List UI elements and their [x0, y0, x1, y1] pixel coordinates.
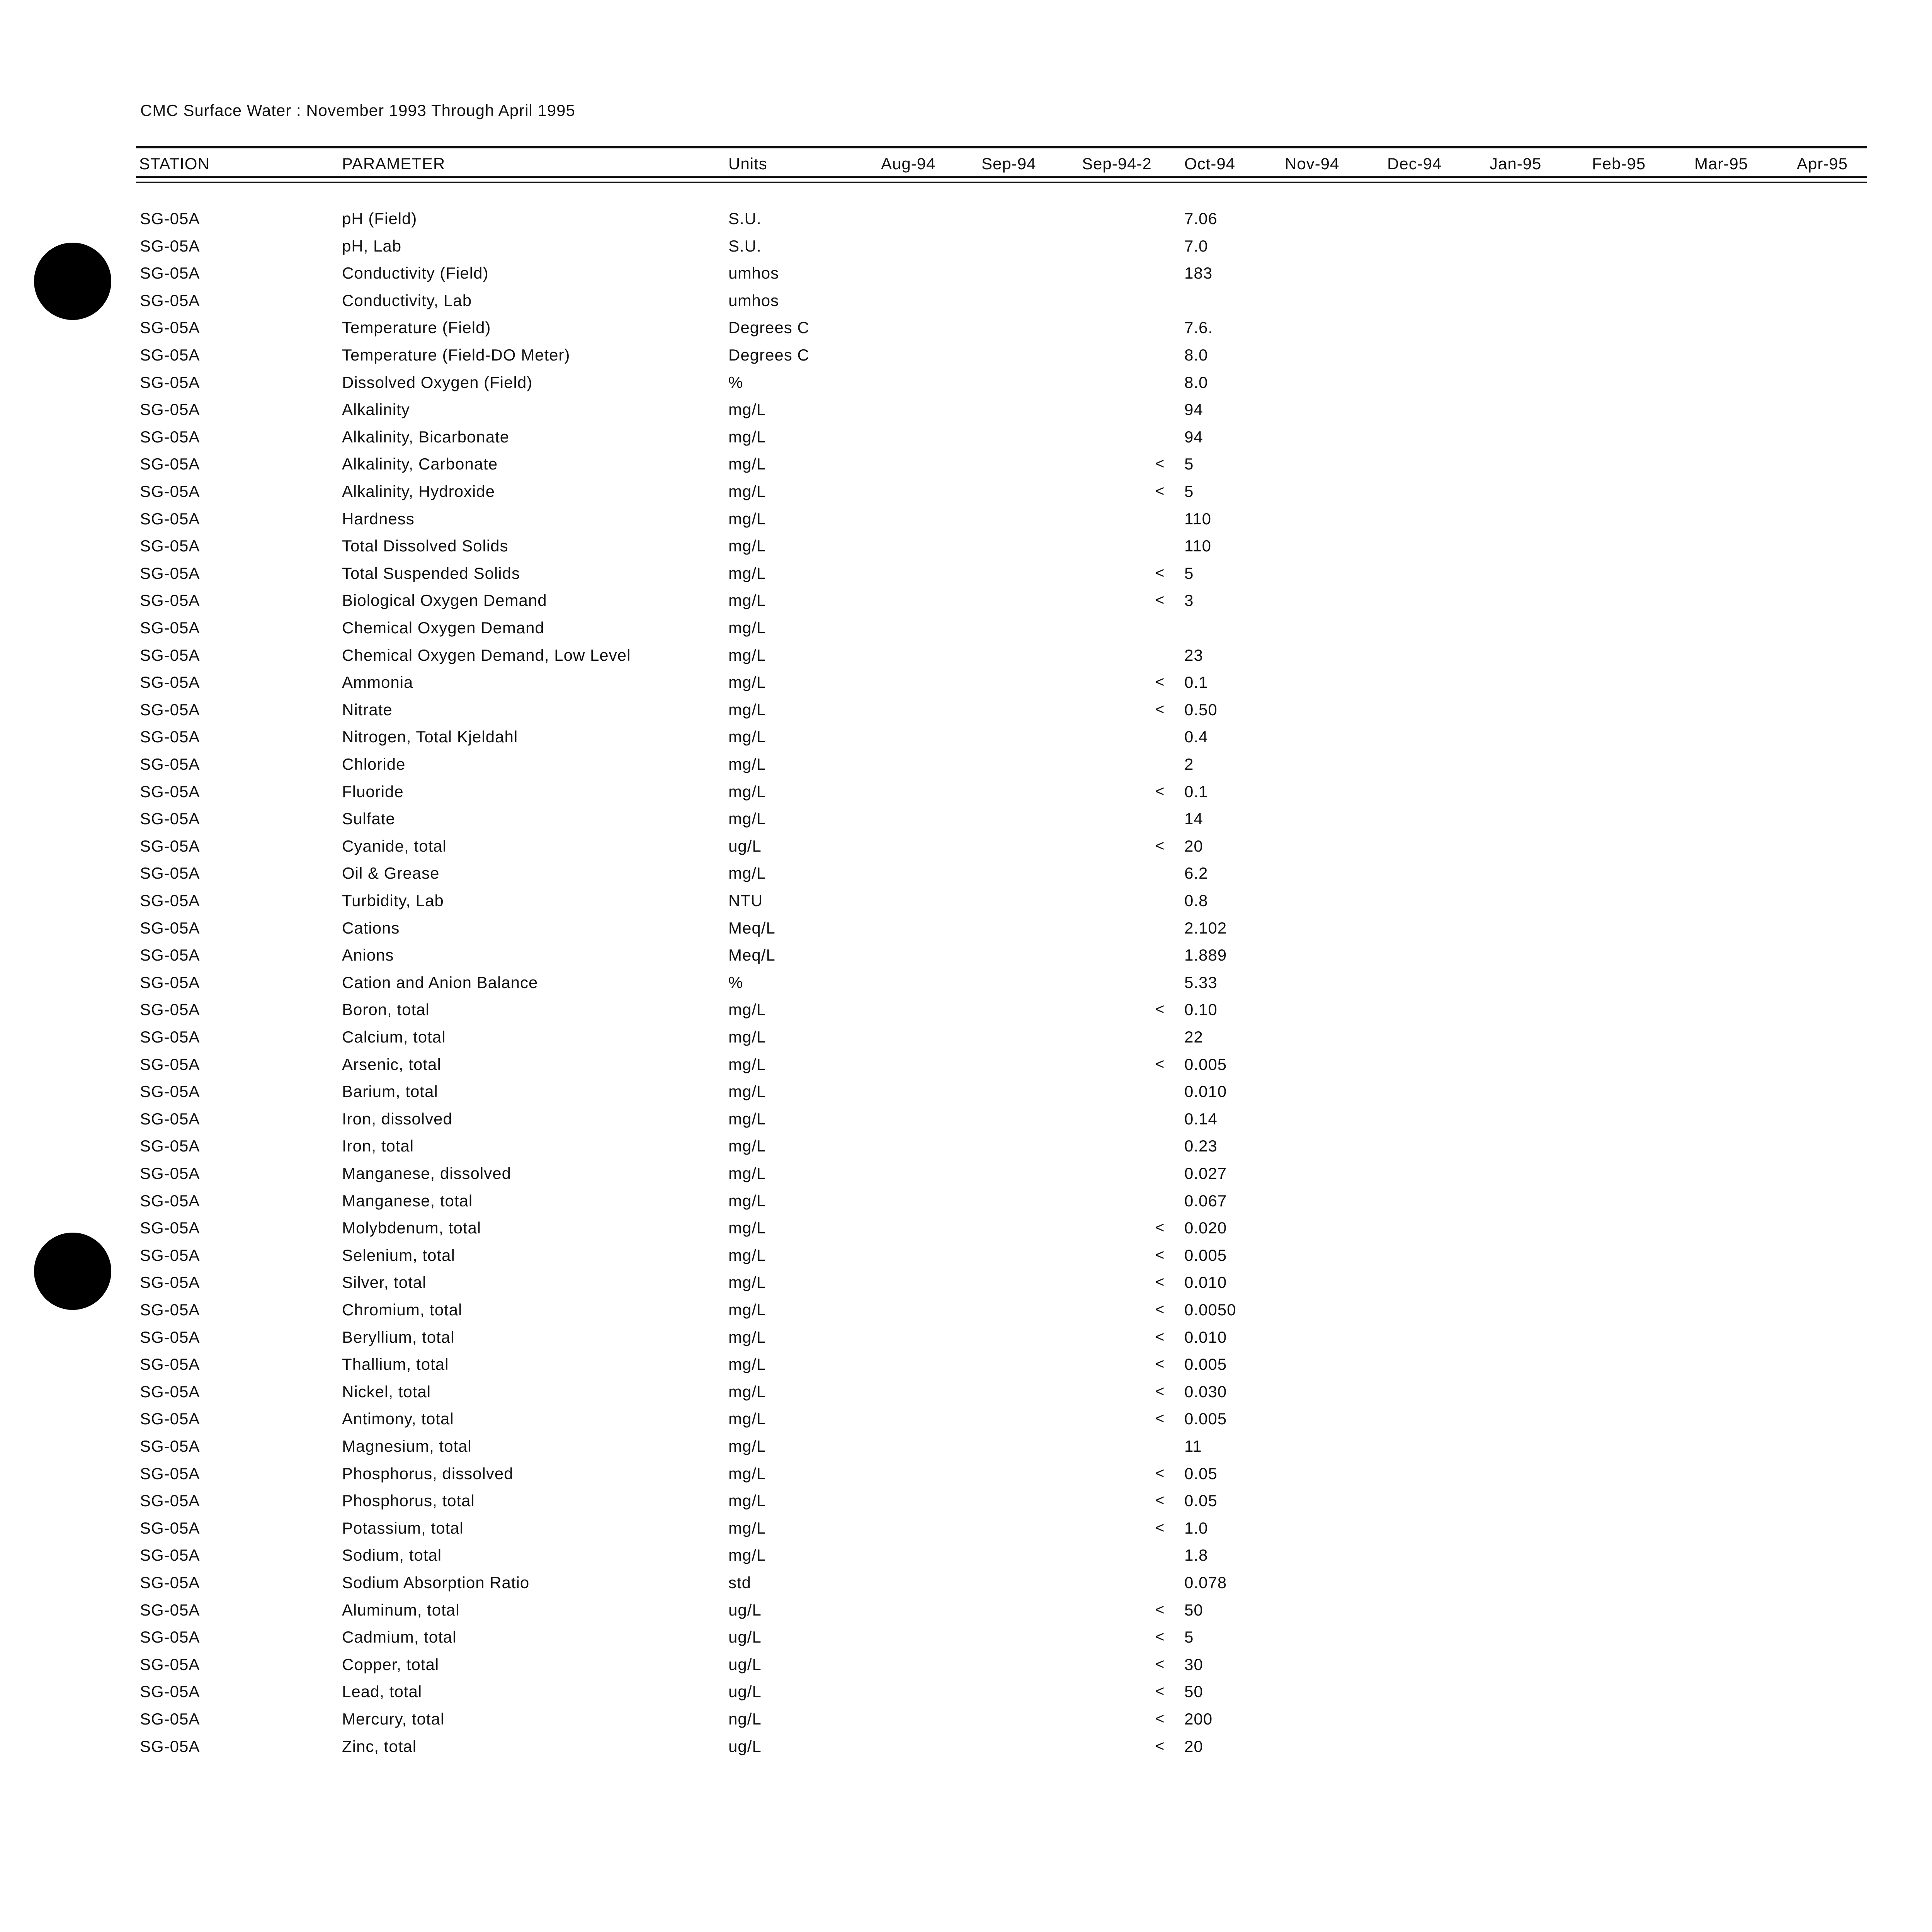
units-cell: ug/L [728, 1628, 762, 1646]
parameter-cell: Sulfate [342, 810, 395, 828]
value-cell: 0.05 [1184, 1492, 1218, 1510]
units-cell: umhos [728, 264, 779, 282]
column-header-month: Apr-95 [1797, 155, 1848, 173]
parameter-cell: Hardness [342, 510, 415, 528]
parameter-cell: Nitrogen, Total Kjeldahl [342, 728, 518, 746]
station-cell: SG-05A [140, 1519, 200, 1537]
qualifier-cell: < [1155, 1738, 1165, 1755]
station-cell: SG-05A [140, 864, 200, 882]
parameter-cell: Dissolved Oxygen (Field) [342, 373, 533, 391]
station-cell: SG-05A [140, 318, 200, 337]
station-cell: SG-05A [140, 1410, 200, 1428]
units-cell: mg/L [728, 1028, 766, 1046]
station-cell: SG-05A [140, 1028, 200, 1046]
parameter-cell: Lead, total [342, 1682, 422, 1701]
parameter-cell: Beryllium, total [342, 1328, 455, 1346]
units-cell: mg/L [728, 1355, 766, 1373]
units-cell: mg/L [728, 1000, 766, 1019]
qualifier-cell: < [1155, 592, 1165, 609]
station-cell: SG-05A [140, 1137, 200, 1155]
units-cell: mg/L [728, 782, 766, 801]
parameter-cell: Cadmium, total [342, 1628, 457, 1646]
units-cell: S.U. [728, 237, 762, 255]
value-cell: 22 [1184, 1028, 1203, 1046]
station-cell: SG-05A [140, 646, 200, 664]
value-cell: 0.078 [1184, 1573, 1227, 1592]
value-cell: 3 [1184, 591, 1194, 609]
station-cell: SG-05A [140, 1246, 200, 1264]
station-cell: SG-05A [140, 537, 200, 555]
parameter-cell: Sodium, total [342, 1546, 442, 1564]
parameter-cell: Calcium, total [342, 1028, 446, 1046]
station-cell: SG-05A [140, 782, 200, 801]
value-cell: 30 [1184, 1655, 1203, 1673]
units-cell: mg/L [728, 864, 766, 882]
parameter-cell: Ammonia [342, 673, 413, 691]
value-cell: 1.889 [1184, 946, 1227, 964]
column-header-month: Mar-95 [1694, 155, 1748, 173]
qualifier-cell: < [1155, 673, 1165, 690]
parameter-cell: Nitrate [342, 701, 393, 719]
parameter-cell: Anions [342, 946, 394, 964]
parameter-cell: Temperature (Field-DO Meter) [342, 346, 570, 364]
value-cell: 5 [1184, 455, 1194, 473]
column-header-month: Feb-95 [1592, 155, 1646, 173]
value-cell: 8.0 [1184, 373, 1208, 391]
parameter-cell: Zinc, total [342, 1737, 417, 1755]
units-cell: mg/L [728, 564, 766, 582]
station-cell: SG-05A [140, 455, 200, 473]
parameter-cell: Conductivity (Field) [342, 264, 489, 282]
station-cell: SG-05A [140, 564, 200, 582]
parameter-cell: pH, Lab [342, 237, 402, 255]
value-cell: 2.102 [1184, 919, 1227, 937]
units-cell: mg/L [728, 1273, 766, 1291]
value-cell: 0.005 [1184, 1246, 1227, 1264]
qualifier-cell: < [1155, 783, 1165, 800]
station-cell: SG-05A [140, 1328, 200, 1346]
parameter-cell: Barium, total [342, 1082, 438, 1100]
value-cell: 5 [1184, 482, 1194, 500]
station-cell: SG-05A [140, 810, 200, 828]
parameter-cell: Manganese, total [342, 1192, 473, 1210]
units-cell: mg/L [728, 1410, 766, 1428]
parameter-cell: Antimony, total [342, 1410, 454, 1428]
parameter-cell: Chromium, total [342, 1301, 463, 1319]
value-cell: 0.50 [1184, 701, 1218, 719]
parameter-cell: Mercury, total [342, 1710, 445, 1728]
station-cell: SG-05A [140, 1710, 200, 1728]
qualifier-cell: < [1155, 455, 1165, 472]
units-cell: mg/L [728, 1546, 766, 1564]
column-header-month: Dec-94 [1387, 155, 1442, 173]
station-cell: SG-05A [140, 209, 200, 228]
units-cell: mg/L [728, 1492, 766, 1510]
qualifier-cell: < [1155, 1601, 1165, 1618]
parameter-cell: Alkalinity [342, 400, 410, 418]
units-cell: ug/L [728, 1737, 762, 1755]
value-cell: 5 [1184, 564, 1194, 582]
station-cell: SG-05A [140, 837, 200, 855]
units-cell: ug/L [728, 1655, 762, 1673]
station-cell: SG-05A [140, 1273, 200, 1291]
value-cell: 0.1 [1184, 782, 1208, 801]
value-cell: 0.027 [1184, 1164, 1227, 1182]
qualifier-cell: < [1155, 1710, 1165, 1727]
value-cell: 5.33 [1184, 973, 1218, 992]
parameter-cell: Molybdenum, total [342, 1219, 481, 1237]
station-cell: SG-05A [140, 728, 200, 746]
units-cell: ng/L [728, 1710, 762, 1728]
value-cell: 0.0050 [1184, 1301, 1236, 1319]
units-cell: mg/L [728, 510, 766, 528]
parameter-cell: Oil & Grease [342, 864, 440, 882]
value-cell: 0.005 [1184, 1410, 1227, 1428]
parameter-cell: Chloride [342, 755, 406, 773]
qualifier-cell: < [1155, 837, 1165, 854]
units-cell: NTU [728, 891, 763, 910]
punch-hole-middle [34, 1233, 111, 1310]
units-cell: mg/L [728, 1192, 766, 1210]
units-cell: mg/L [728, 728, 766, 746]
station-cell: SG-05A [140, 1383, 200, 1401]
parameter-cell: Phosphorus, dissolved [342, 1464, 514, 1483]
units-cell: ug/L [728, 837, 762, 855]
parameter-cell: Thallium, total [342, 1355, 449, 1373]
qualifier-cell: < [1155, 1383, 1165, 1400]
parameter-cell: Selenium, total [342, 1246, 455, 1264]
units-cell: mg/L [728, 1137, 766, 1155]
column-header-month: Aug-94 [881, 155, 936, 173]
units-cell: ug/L [728, 1682, 762, 1701]
column-header-month: Jan-95 [1490, 155, 1542, 173]
value-cell: 0.030 [1184, 1383, 1227, 1401]
units-cell: mg/L [728, 1519, 766, 1537]
parameter-cell: Alkalinity, Hydroxide [342, 482, 495, 500]
qualifier-cell: < [1155, 1656, 1165, 1673]
units-cell: mg/L [728, 591, 766, 609]
value-cell: 7.06 [1184, 209, 1218, 228]
station-cell: SG-05A [140, 373, 200, 391]
value-cell: 1.8 [1184, 1546, 1208, 1564]
value-cell: 2 [1184, 755, 1194, 773]
qualifier-cell: < [1155, 1628, 1165, 1645]
value-cell: 0.010 [1184, 1273, 1227, 1291]
station-cell: SG-05A [140, 1301, 200, 1319]
units-cell: mg/L [728, 1437, 766, 1455]
units-cell: mg/L [728, 1301, 766, 1319]
station-cell: SG-05A [140, 510, 200, 528]
parameter-cell: Aluminum, total [342, 1601, 460, 1619]
station-cell: SG-05A [140, 919, 200, 937]
parameter-cell: Sodium Absorption Ratio [342, 1573, 530, 1592]
station-cell: SG-05A [140, 1055, 200, 1073]
units-cell: mg/L [728, 1082, 766, 1100]
value-cell: 0.23 [1184, 1137, 1218, 1155]
value-cell: 20 [1184, 1737, 1203, 1755]
parameter-cell: Alkalinity, Carbonate [342, 455, 498, 473]
qualifier-cell: < [1155, 483, 1165, 500]
station-cell: SG-05A [140, 755, 200, 773]
column-header-month: Nov-94 [1285, 155, 1340, 173]
header-rule-top [136, 146, 1867, 148]
qualifier-cell: < [1155, 1465, 1165, 1482]
value-cell: 20 [1184, 837, 1203, 855]
units-cell: mg/L [728, 1328, 766, 1346]
value-cell: 0.005 [1184, 1055, 1227, 1073]
station-cell: SG-05A [140, 1492, 200, 1510]
station-cell: SG-05A [140, 973, 200, 992]
qualifier-cell: < [1155, 1056, 1165, 1073]
value-cell: 11 [1184, 1437, 1202, 1455]
station-cell: SG-05A [140, 1000, 200, 1019]
parameter-cell: Magnesium, total [342, 1437, 472, 1455]
units-cell: mg/L [728, 1110, 766, 1128]
parameter-cell: Conductivity, Lab [342, 291, 472, 310]
value-cell: 0.8 [1184, 891, 1208, 910]
station-cell: SG-05A [140, 237, 200, 255]
qualifier-cell: < [1155, 1410, 1165, 1427]
units-cell: mg/L [728, 537, 766, 555]
value-cell: 0.14 [1184, 1110, 1218, 1128]
units-cell: S.U. [728, 209, 762, 228]
column-header-month: Oct-94 [1184, 155, 1236, 173]
station-cell: SG-05A [140, 946, 200, 964]
column-header-month: Sep-94-2 [1082, 155, 1152, 173]
units-cell: mg/L [728, 1164, 766, 1182]
parameter-cell: Chemical Oxygen Demand, Low Level [342, 646, 631, 664]
parameter-cell: Manganese, dissolved [342, 1164, 511, 1182]
station-cell: SG-05A [140, 1682, 200, 1701]
header-rule-double-b [136, 182, 1867, 183]
units-cell: umhos [728, 291, 779, 310]
units-cell: mg/L [728, 1464, 766, 1483]
parameter-cell: Biological Oxygen Demand [342, 591, 547, 609]
value-cell: 50 [1184, 1601, 1203, 1619]
qualifier-cell: < [1155, 565, 1165, 582]
value-cell: 0.020 [1184, 1219, 1227, 1237]
station-cell: SG-05A [140, 891, 200, 910]
column-header-parameter: PARAMETER [342, 155, 446, 173]
value-cell: 7.0 [1184, 237, 1208, 255]
station-cell: SG-05A [140, 701, 200, 719]
qualifier-cell: < [1155, 1355, 1165, 1372]
station-cell: SG-05A [140, 1737, 200, 1755]
value-cell: 6.2 [1184, 864, 1208, 882]
value-cell: 94 [1184, 400, 1203, 418]
units-cell: mg/L [728, 400, 766, 418]
units-cell: mg/L [728, 673, 766, 691]
value-cell: 5 [1184, 1628, 1194, 1646]
parameter-cell: Temperature (Field) [342, 318, 491, 337]
parameter-cell: Alkalinity, Bicarbonate [342, 428, 510, 446]
units-cell: Meq/L [728, 946, 776, 964]
units-cell: mg/L [728, 1383, 766, 1401]
value-cell: 8.0 [1184, 346, 1208, 364]
punch-hole-top [34, 243, 111, 320]
qualifier-cell: < [1155, 1247, 1165, 1264]
units-cell: mg/L [728, 482, 766, 500]
units-cell: mg/L [728, 646, 766, 664]
units-cell: mg/L [728, 1055, 766, 1073]
value-cell: 183 [1184, 264, 1213, 282]
value-cell: 7.6. [1184, 318, 1213, 337]
units-cell: mg/L [728, 428, 766, 446]
station-cell: SG-05A [140, 428, 200, 446]
value-cell: 0.010 [1184, 1328, 1227, 1346]
parameter-cell: Iron, total [342, 1137, 414, 1155]
parameter-cell: Chemical Oxygen Demand [342, 619, 544, 637]
station-cell: SG-05A [140, 346, 200, 364]
parameter-cell: Total Suspended Solids [342, 564, 520, 582]
qualifier-cell: < [1155, 1492, 1165, 1509]
station-cell: SG-05A [140, 291, 200, 310]
station-cell: SG-05A [140, 591, 200, 609]
value-cell: 0.10 [1184, 1000, 1218, 1019]
qualifier-cell: < [1155, 1328, 1165, 1345]
parameter-cell: Fluoride [342, 782, 404, 801]
units-cell: % [728, 373, 743, 391]
station-cell: SG-05A [140, 1546, 200, 1564]
station-cell: SG-05A [140, 1164, 200, 1182]
page-title: CMC Surface Water : November 1993 Through April 1995 [140, 101, 575, 119]
parameter-cell: Silver, total [342, 1273, 427, 1291]
value-cell: 200 [1184, 1710, 1213, 1728]
units-cell: std [728, 1573, 752, 1592]
station-cell: SG-05A [140, 1437, 200, 1455]
value-cell: 0.005 [1184, 1355, 1227, 1373]
parameter-cell: Iron, dissolved [342, 1110, 452, 1128]
qualifier-cell: < [1155, 1301, 1165, 1318]
station-cell: SG-05A [140, 1628, 200, 1646]
value-cell: 23 [1184, 646, 1203, 664]
units-cell: Meq/L [728, 919, 776, 937]
station-cell: SG-05A [140, 673, 200, 691]
value-cell: 94 [1184, 428, 1203, 446]
station-cell: SG-05A [140, 1082, 200, 1100]
station-cell: SG-05A [140, 619, 200, 637]
column-header-month: Sep-94 [981, 155, 1036, 173]
qualifier-cell: < [1155, 1519, 1165, 1536]
units-cell: mg/L [728, 810, 766, 828]
column-header-units: Units [728, 155, 767, 173]
station-cell: SG-05A [140, 1192, 200, 1210]
units-cell: mg/L [728, 619, 766, 637]
value-cell: 0.4 [1184, 728, 1208, 746]
units-cell: mg/L [728, 1219, 766, 1237]
value-cell: 14 [1184, 810, 1203, 828]
parameter-cell: Arsenic, total [342, 1055, 441, 1073]
column-header-station: STATION [139, 155, 210, 173]
parameter-cell: Potassium, total [342, 1519, 464, 1537]
parameter-cell: Phosphorus, total [342, 1492, 475, 1510]
parameter-cell: Cyanide, total [342, 837, 447, 855]
header-rule-double-a [136, 176, 1867, 178]
station-cell: SG-05A [140, 1110, 200, 1128]
value-cell: 1.0 [1184, 1519, 1208, 1537]
value-cell: 50 [1184, 1682, 1203, 1701]
station-cell: SG-05A [140, 1655, 200, 1673]
parameter-cell: Total Dissolved Solids [342, 537, 509, 555]
parameter-cell: Cation and Anion Balance [342, 973, 538, 992]
parameter-cell: pH (Field) [342, 209, 417, 228]
value-cell: 0.010 [1184, 1082, 1227, 1100]
units-cell: Degrees C [728, 346, 810, 364]
station-cell: SG-05A [140, 400, 200, 418]
station-cell: SG-05A [140, 1573, 200, 1592]
qualifier-cell: < [1155, 701, 1165, 718]
station-cell: SG-05A [140, 264, 200, 282]
qualifier-cell: < [1155, 1219, 1165, 1236]
units-cell: Degrees C [728, 318, 810, 337]
qualifier-cell: < [1155, 1274, 1165, 1291]
value-cell: 0.05 [1184, 1464, 1218, 1483]
value-cell: 0.067 [1184, 1192, 1227, 1210]
station-cell: SG-05A [140, 1464, 200, 1483]
parameter-cell: Boron, total [342, 1000, 430, 1019]
value-cell: 110 [1184, 510, 1211, 528]
units-cell: % [728, 973, 743, 992]
station-cell: SG-05A [140, 482, 200, 500]
units-cell: ug/L [728, 1601, 762, 1619]
parameter-cell: Copper, total [342, 1655, 439, 1673]
units-cell: mg/L [728, 701, 766, 719]
value-cell: 110 [1184, 537, 1211, 555]
station-cell: SG-05A [140, 1219, 200, 1237]
parameter-cell: Turbidity, Lab [342, 891, 444, 910]
station-cell: SG-05A [140, 1601, 200, 1619]
qualifier-cell: < [1155, 1683, 1165, 1700]
station-cell: SG-05A [140, 1355, 200, 1373]
qualifier-cell: < [1155, 1001, 1165, 1018]
parameter-cell: Cations [342, 919, 400, 937]
units-cell: mg/L [728, 455, 766, 473]
units-cell: mg/L [728, 1246, 766, 1264]
parameter-cell: Nickel, total [342, 1383, 431, 1401]
units-cell: mg/L [728, 755, 766, 773]
value-cell: 0.1 [1184, 673, 1208, 691]
